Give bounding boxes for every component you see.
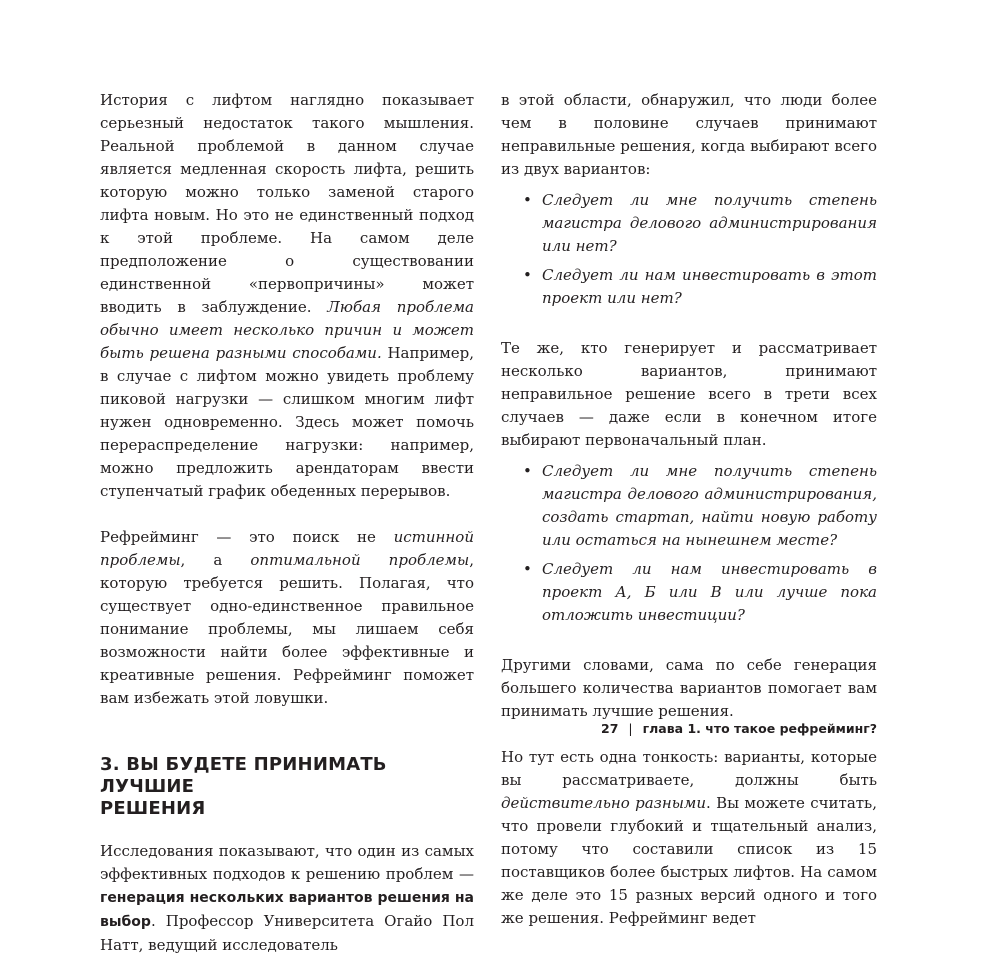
bullet-list-two-options: [501, 189, 877, 310]
bullet-list-many-options: [501, 460, 877, 627]
paragraph-nutt-findings: в этой области, обнаружил, что люди более чем в половине случаев принимают неправильные решения, когда выбирают всего из двух вариантов:: [501, 91, 877, 178]
bullet-icon: •: [523, 266, 532, 284]
list-item: • Следует ли мне получить степень магистра делового администрирования или нет?: [523, 191, 877, 255]
section-heading: 3. ВЫ БУДЕТЕ ПРИНИМАТЬ ЛУЧШИЕ РЕШЕНИЯ: [100, 754, 387, 819]
left-column: [100, 89, 474, 957]
paragraph-summary: Другими словами, сама по себе генерация большего количества вариантов помогает вам принимать лучшие решения.: [501, 656, 877, 720]
list-item: • Следует ли нам инвестировать в проект А, Б или В или лучше пока отложить инвестиции?: [523, 560, 877, 624]
page-footer: [601, 721, 877, 737]
page-number: 27: [601, 721, 619, 736]
bullet-icon: •: [523, 560, 532, 578]
paragraph-multiple-options: Те же, кто генерирует и рассматривает несколько вариантов, принимают неправильное решение всего в трети всех случаев — даже если в конечном итоге выбирают первоначальный план.: [501, 339, 877, 449]
bullet-icon: •: [523, 462, 532, 480]
chapter-title: глава 1. что такое рефрейминг?: [642, 721, 877, 736]
footer-separator: |: [628, 721, 633, 736]
paragraph-subtlety: Но тут есть одна тонкость: варианты, которые вы рассматриваете, должны быть действительно разными. Вы можете считать, что провели глубокий и тщательный анализ, потому что составили список из 15 поставщиков более быстрых лифтов. На самом же деле это 15 разных версий одного и того же решения. Рефрейминг ведет: [501, 748, 877, 927]
paragraph-elevator-story: История с лифтом наглядно показывает серьезный недостаток такого мышления. Реальной проблемой в данном случае является медленная скорость лифта, решить которую можно только заменой старого лифта новым. Но это не единственный подход к этой проблеме. На самом деле предположение о существовании единственной «первопричины» может вводить в заблуждение. Любая проблема обычно имеет несколько причин и может быть решена разными способами. Например, в случае с лифтом можно увидеть проблему пиковой нагрузки — слишком многим лифт нужен одновременно. Здесь может помочь перераспределение нагрузки: например, можно предложить арендаторам ввести ступенчатый график обеденных перерывов.: [100, 91, 474, 500]
bullet-icon: •: [523, 191, 532, 209]
paragraph-reframing-definition: Рефрейминг — это поиск не истинной проблемы, а оптимальной проблемы, которую требуется решить. Полагая, что существует одно-единственное правильное понимание проблемы, мы лишаем себя возможности найти более эффективные и креативные решения. Рефрейминг поможет вам избежать этой ловушки.: [100, 528, 474, 707]
list-item: • Следует ли мне получить степень магистра делового администрирования, создать стартап, найти новую работу или остаться на нынешнем месте?: [523, 462, 877, 549]
right-column: [501, 89, 877, 930]
paragraph-research: Исследования показывают, что один из самых эффективных подходов к решению проблем — генерация нескольких вариантов решения на выбор. Профессор Университета Огайо Пол Натт, ведущий исследователь: [100, 842, 474, 954]
list-item: • Следует ли нам инвестировать в этот проект или нет?: [523, 266, 877, 307]
